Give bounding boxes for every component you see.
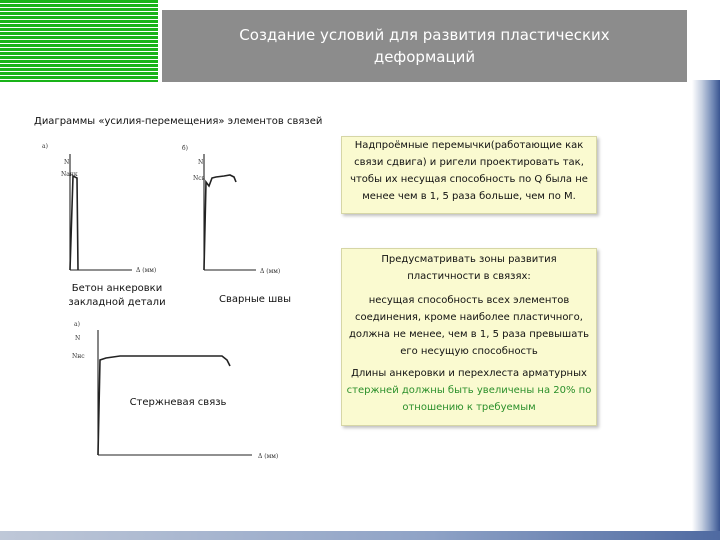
- diagram-c: [72, 318, 312, 468]
- diagram-c-ylevel: Nнс: [72, 353, 85, 360]
- note-box-1-line1: Надпроёмные перемычки(работающие как: [354, 140, 584, 151]
- bottom-gradient-decoration: [0, 531, 720, 540]
- slide-title: [162, 24, 687, 68]
- diagram-b: [180, 140, 300, 280]
- right-gradient-decoration: [692, 80, 720, 540]
- note-box-2-head-line2: пластичности в связях:: [407, 271, 531, 282]
- diagram-b-ylabel: N: [198, 159, 204, 166]
- diagrams-subtitle: Диаграммы «усилия-перемещения» элементов связей: [34, 116, 323, 127]
- slide-title-line2: деформаций: [373, 48, 476, 66]
- note-box-1-line2: связи сдвига) и ригели проектировать так,: [354, 157, 584, 168]
- diagram-b-letter: б): [182, 145, 188, 152]
- green-stripes-decoration: [0, 0, 158, 82]
- diagram-b-curve: [204, 175, 236, 270]
- title-bar: [162, 10, 687, 82]
- diagram-a-caption-line1: Бетон анкеровки: [71, 283, 163, 294]
- note-box-2-head-line1: Предусматривать зоны развития: [381, 254, 557, 265]
- diagram-c-xlabel: Δ (мм): [258, 453, 279, 460]
- diagram-a-caption: [62, 282, 172, 310]
- note-box-2-green-line1: стержней должны быть увеличены на 20% по: [346, 385, 592, 396]
- note-box-2: [341, 248, 597, 426]
- note-box-1: [341, 136, 597, 214]
- diagram-a-caption-line2: закладной детали: [68, 297, 166, 308]
- diagram-a-ylabel: N: [64, 159, 70, 166]
- diagram-a-xlabel: Δ (мм): [136, 267, 157, 274]
- note-box-2-body-line4: его несущую способность: [400, 346, 538, 357]
- note-box-2-tail: Длины анкеровки и перехлеста арматурных: [351, 368, 587, 379]
- diagram-a-ylevel: Nанк: [61, 171, 78, 178]
- note-box-2-body-line2: соединения, кроме наиболее пластичного,: [355, 312, 583, 323]
- diagram-a: [40, 140, 157, 280]
- note-box-2-body-line1: несущая способность всех элементов: [368, 295, 570, 306]
- diagram-c-caption: Стержневая связь: [129, 397, 227, 408]
- note-box-2-body-line3: должна не менее, чем в 1, 5 раза превышать: [348, 329, 590, 340]
- diagram-a-letter: а): [42, 143, 48, 150]
- diagram-c-ylabel: N: [75, 335, 81, 342]
- note-box-1-line4: менее чем в 1, 5 раза больше, чем по М.: [362, 191, 576, 202]
- diagram-c-letter: а): [74, 321, 80, 328]
- diagram-a-curve: [70, 176, 78, 270]
- diagram-b-xlabel: Δ (мм): [260, 268, 281, 275]
- diagram-b-caption: Сварные швы: [218, 294, 292, 305]
- slide-title-line1: Создание условий для развития пластических: [239, 26, 610, 44]
- note-box-1-line3: чтобы их несущая способность по Q была не: [350, 174, 588, 185]
- diagram-b-ylevel: Nсв: [193, 175, 205, 182]
- note-box-2-green-line2: отношению к требуемым: [402, 402, 536, 413]
